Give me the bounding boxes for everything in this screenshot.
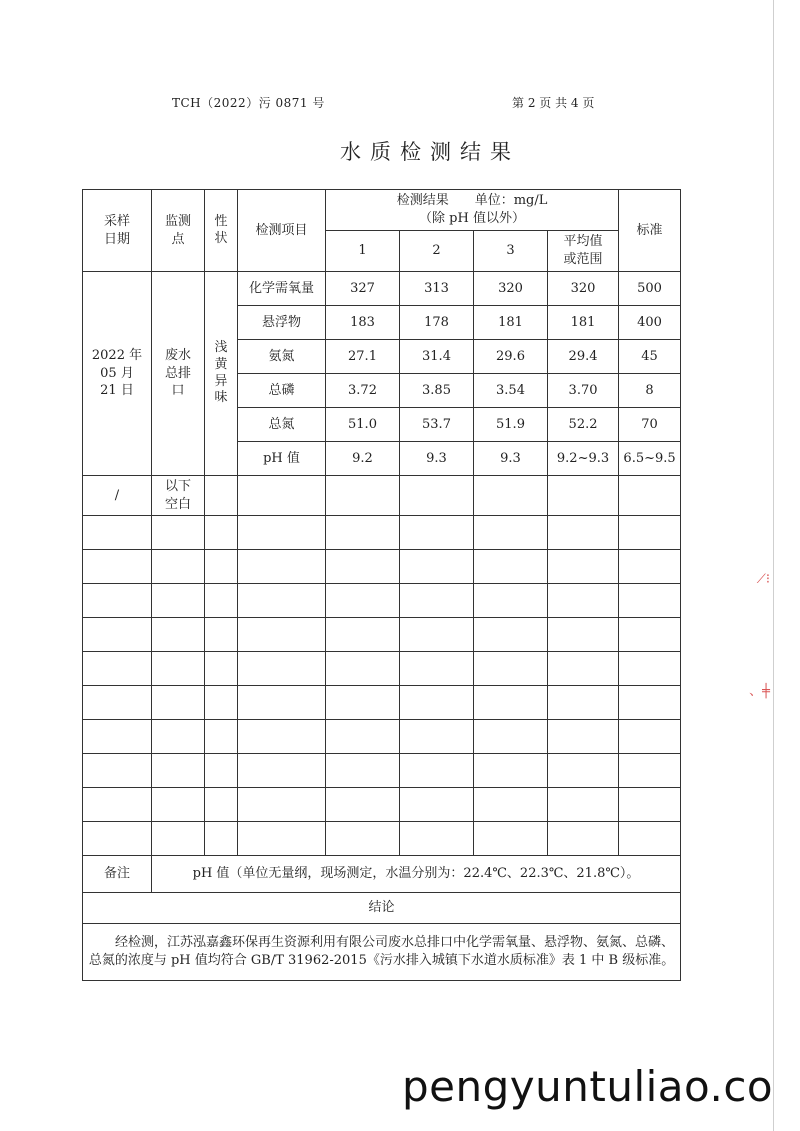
value-cell: 183	[326, 306, 400, 340]
header-appearance: 性状	[205, 190, 238, 272]
header-item: 检测项目	[238, 190, 326, 272]
average-cell: 29.4	[548, 340, 619, 374]
average-cell: 3.70	[548, 374, 619, 408]
remarks-row	[83, 856, 681, 893]
empty-row	[83, 788, 681, 822]
value-cell: 313	[400, 272, 474, 306]
standard-cell: 70	[619, 408, 681, 442]
header-standard: 标准	[619, 190, 681, 272]
watermark-text: pengyuntuliao.co	[402, 1062, 774, 1111]
header-average: 平均值或范围	[548, 231, 619, 272]
value-cell: 31.4	[400, 340, 474, 374]
standard-cell: 45	[619, 340, 681, 374]
value-cell: 51.0	[326, 408, 400, 442]
sample-date-cell: 2022 年 05 月 21 日	[83, 272, 152, 476]
header-results-unit: 检测结果 单位：mg/L	[396, 193, 548, 209]
blank-text: 以下空白	[152, 476, 205, 516]
empty-row	[83, 584, 681, 618]
standard-cell: 500	[619, 272, 681, 306]
average-cell: 9.2~9.3	[548, 442, 619, 476]
empty-row	[83, 686, 681, 720]
table-row	[83, 272, 681, 306]
item-cell: 悬浮物	[238, 306, 326, 340]
blank-marker-row	[83, 476, 681, 516]
header-sample-1: 1	[326, 231, 400, 272]
value-cell: 9.3	[474, 442, 548, 476]
conclusion-label: 结论	[83, 893, 681, 924]
table-header-row	[83, 190, 681, 231]
value-cell: 51.9	[474, 408, 548, 442]
value-cell: 3.72	[326, 374, 400, 408]
empty-row	[83, 550, 681, 584]
standard-cell: 400	[619, 306, 681, 340]
value-cell: 53.7	[400, 408, 474, 442]
document-title: 水质检测结果	[340, 140, 520, 164]
remarks-text: pH 值（单位无量纲，现场测定，水温分别为：22.4℃、22.3℃、21.8℃）。	[152, 856, 681, 893]
item-cell: 氨氮	[238, 340, 326, 374]
report-number: TCH（2022）污 0871 号	[172, 96, 325, 110]
conclusion-text: 经检测，江苏泓嘉鑫环保再生资源利用有限公司废水总排口中化学需氧量、悬浮物、氨氮、总磷、总氮的浓度与 pH 值均符合 GB/T 31962-2015《污水排入城镇下水道水质标准》表 1 中 B 级标准。	[83, 924, 681, 981]
empty-row	[83, 516, 681, 550]
item-cell: 总氮	[238, 408, 326, 442]
standard-cell: 8	[619, 374, 681, 408]
header-results-note: （除 pH 值以外）	[419, 211, 525, 226]
item-cell: pH 值	[238, 442, 326, 476]
conclusion-text-row	[83, 924, 681, 981]
empty-row	[83, 754, 681, 788]
stamp-fragment-icon: ⟋⁝	[756, 572, 770, 587]
item-cell: 化学需氧量	[238, 272, 326, 306]
value-cell: 181	[474, 306, 548, 340]
remarks-label: 备注	[83, 856, 152, 893]
value-cell: 320	[474, 272, 548, 306]
value-cell: 178	[400, 306, 474, 340]
value-cell: 3.54	[474, 374, 548, 408]
standard-cell: 6.5~9.5	[619, 442, 681, 476]
header-sample-2: 2	[400, 231, 474, 272]
empty-row	[83, 618, 681, 652]
value-cell: 3.85	[400, 374, 474, 408]
average-cell: 52.2	[548, 408, 619, 442]
header-results	[326, 190, 619, 231]
value-cell: 9.3	[400, 442, 474, 476]
stamp-fragment-icon: 、╪	[749, 684, 770, 699]
average-cell: 320	[548, 272, 619, 306]
average-cell: 181	[548, 306, 619, 340]
value-cell: 27.1	[326, 340, 400, 374]
header-sample-date: 采样日期	[83, 190, 152, 272]
header-monitoring-point: 监测点	[152, 190, 205, 272]
conclusion-label-row	[83, 893, 681, 924]
header-sample-3: 3	[474, 231, 548, 272]
scan-edge	[773, 0, 774, 1131]
monitoring-point-cell: 废水总排口	[152, 272, 205, 476]
results-table	[82, 189, 681, 981]
value-cell: 9.2	[326, 442, 400, 476]
blank-marker: /	[83, 476, 152, 516]
appearance-cell: 浅黄异味	[205, 272, 238, 476]
empty-row	[83, 822, 681, 856]
empty-row	[83, 652, 681, 686]
empty-row	[83, 720, 681, 754]
page-info: 第 2 页 共 4 页	[512, 96, 595, 110]
value-cell: 327	[326, 272, 400, 306]
value-cell: 29.6	[474, 340, 548, 374]
item-cell: 总磷	[238, 374, 326, 408]
